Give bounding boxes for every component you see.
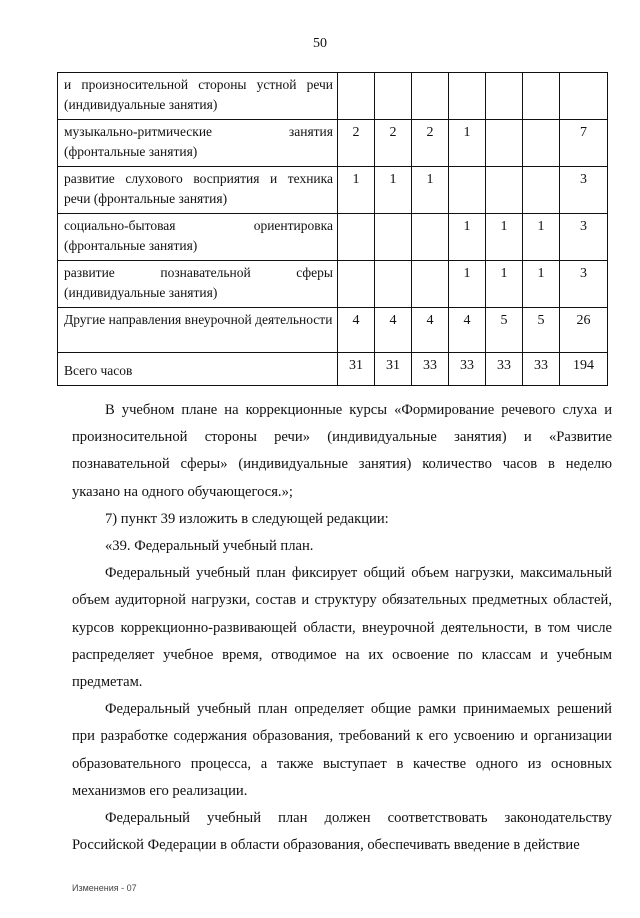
hours-cell: 2 bbox=[375, 120, 412, 167]
total-cell: 194 bbox=[560, 353, 608, 386]
hours-cell: 31 bbox=[375, 353, 412, 386]
hours-cell bbox=[449, 73, 486, 120]
hours-cell: 31 bbox=[338, 353, 375, 386]
hours-cell: 33 bbox=[412, 353, 449, 386]
hours-cell bbox=[412, 261, 449, 308]
total-cell: 3 bbox=[560, 167, 608, 214]
hours-cell bbox=[449, 167, 486, 214]
hours-cell bbox=[375, 73, 412, 120]
hours-cell bbox=[523, 167, 560, 214]
table-body bbox=[58, 73, 608, 386]
hours-cell: 4 bbox=[449, 308, 486, 353]
hours-cell bbox=[338, 73, 375, 120]
row-name-cell: музыкально-ритмические занятия (фронтальные занятия) bbox=[58, 120, 338, 167]
hours-cell bbox=[338, 261, 375, 308]
hours-cell bbox=[523, 73, 560, 120]
hours-cell: 2 bbox=[338, 120, 375, 167]
hours-cell: 1 bbox=[486, 261, 523, 308]
paragraph-plan-must: Федеральный учебный план должен соответствовать законодательству Российской Федерации в области образования, обеспечивать введение в действие bbox=[72, 810, 612, 854]
hours-cell: 1 bbox=[375, 167, 412, 214]
body-text bbox=[72, 397, 612, 859]
hours-cell: 33 bbox=[486, 353, 523, 386]
hours-cell: 1 bbox=[523, 261, 560, 308]
paragraph-note-hours: В учебном плане на коррекционные курсы «Формирование речевого слуха и произносительной стороны речи» (индивидуальные занятия) и «Развитие познавательной сферы» (индивидуальные занятия) количество часов в неделю указано на одного обучающегося.»; bbox=[72, 402, 612, 500]
hours-cell: 1 bbox=[449, 120, 486, 167]
row-name-cell: Другие направления внеурочной деятельности bbox=[58, 308, 338, 353]
table-row bbox=[58, 353, 608, 386]
paragraph-plan-fixes: Федеральный учебный план фиксирует общий объем нагрузки, максимальный объем аудиторной нагрузки, состав и структуру обязательных предметных областей, курсов коррекционно-развивающей области, внеурочной деятельности, в том числе распределяет учебное время, отводимое на их освоение по классам и учебным предметам. bbox=[72, 565, 612, 691]
hours-cell: 1 bbox=[449, 214, 486, 261]
row-name-cell: и произносительной стороны устной речи (индивидуальные занятия) bbox=[58, 73, 338, 120]
hours-cell bbox=[338, 214, 375, 261]
total-cell: 26 bbox=[560, 308, 608, 353]
total-cell: 7 bbox=[560, 120, 608, 167]
hours-cell: 1 bbox=[523, 214, 560, 261]
hours-cell bbox=[486, 167, 523, 214]
row-name-cell: Всего часов bbox=[58, 353, 338, 386]
paragraph-heading-39: «39. Федеральный учебный план. bbox=[105, 538, 314, 555]
table-row bbox=[58, 214, 608, 261]
hours-cell: 33 bbox=[449, 353, 486, 386]
row-name-cell: развитие познавательной сферы (индивидуальные занятия) bbox=[58, 261, 338, 308]
hours-cell: 1 bbox=[486, 214, 523, 261]
hours-cell bbox=[375, 214, 412, 261]
total-cell: 3 bbox=[560, 261, 608, 308]
table-row bbox=[58, 120, 608, 167]
hours-cell bbox=[375, 261, 412, 308]
page-number: 50 bbox=[313, 36, 327, 51]
table-row bbox=[58, 261, 608, 308]
table-row bbox=[58, 308, 608, 353]
total-cell: 3 bbox=[560, 214, 608, 261]
hours-cell bbox=[486, 120, 523, 167]
hours-cell: 4 bbox=[412, 308, 449, 353]
paragraph-item-7: 7) пункт 39 изложить в следующей редакции: bbox=[105, 510, 389, 527]
table-row bbox=[58, 167, 608, 214]
hours-cell bbox=[412, 73, 449, 120]
hours-cell: 5 bbox=[486, 308, 523, 353]
row-name-cell: развитие слухового восприятия и техника речи (фронтальные занятия) bbox=[58, 167, 338, 214]
hours-cell: 2 bbox=[412, 120, 449, 167]
row-name-cell: социально-бытовая ориентировка (фронтальные занятия) bbox=[58, 214, 338, 261]
hours-cell: 4 bbox=[338, 308, 375, 353]
table-row bbox=[58, 73, 608, 120]
footer-note: Изменения - 07 bbox=[72, 883, 137, 893]
course-hours-table bbox=[57, 72, 608, 386]
hours-cell: 1 bbox=[338, 167, 375, 214]
hours-cell bbox=[486, 73, 523, 120]
hours-cell bbox=[412, 214, 449, 261]
hours-cell: 4 bbox=[375, 308, 412, 353]
hours-cell bbox=[523, 120, 560, 167]
paragraph-plan-defines: Федеральный учебный план определяет общие рамки принимаемых решений при разработке содержания образования, требований к его усвоению и организации образовательного процесса, а также выступает в качестве одного из основных механизмов его реализации. bbox=[72, 701, 612, 799]
total-cell bbox=[560, 73, 608, 120]
hours-cell: 1 bbox=[449, 261, 486, 308]
hours-cell: 1 bbox=[412, 167, 449, 214]
hours-cell: 33 bbox=[523, 353, 560, 386]
hours-cell: 5 bbox=[523, 308, 560, 353]
